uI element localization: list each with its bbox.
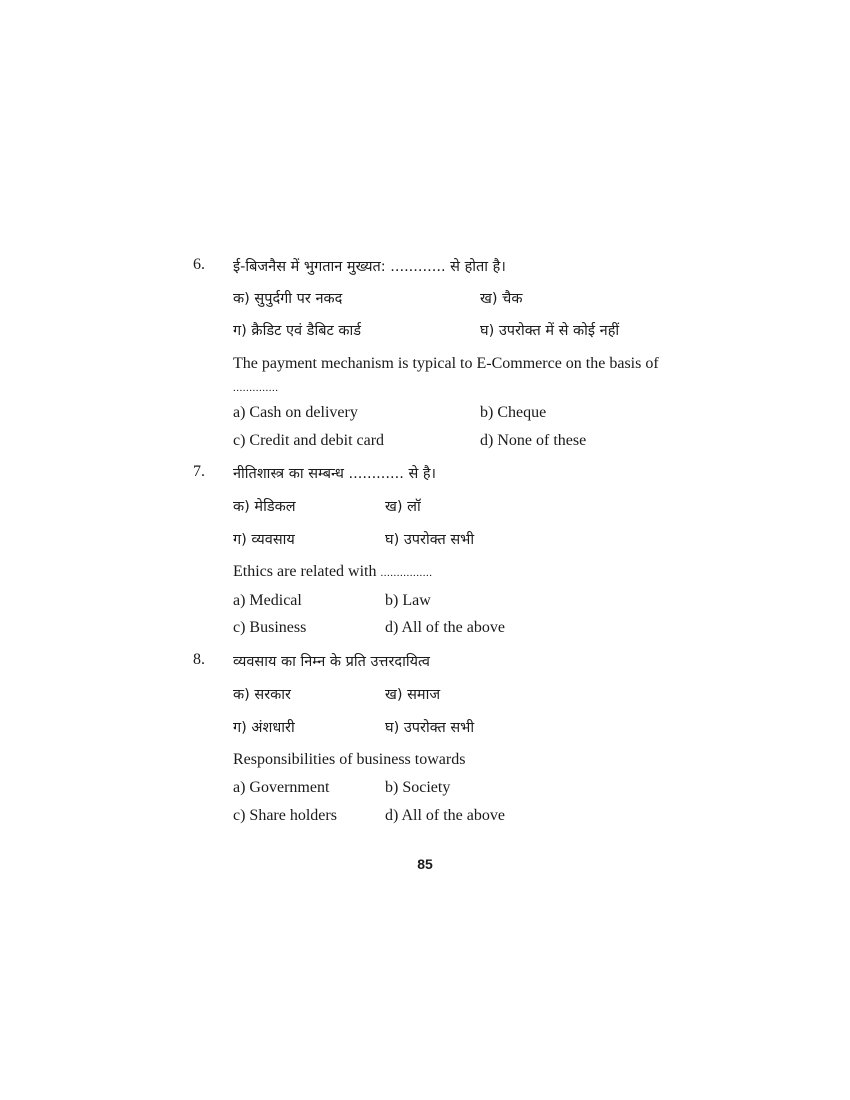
answer-blank: ................	[380, 567, 433, 579]
english-option-c: c) Business	[233, 619, 307, 636]
english-option-b: b) Law	[385, 592, 431, 609]
hindi-option-b: ख) लॉ	[385, 499, 421, 515]
english-option-c: c) Credit and debit card	[233, 432, 385, 449]
english-question-text: The payment mechanism is typical to E-Commerce on the basis of	[233, 355, 659, 372]
hindi-option-d: घ) उपरोक्त सभी	[385, 720, 475, 736]
hindi-option-a: क) सुपुर्दगी पर नकद	[233, 291, 343, 307]
hindi-option-d: घ) उपरोक्त सभी	[385, 532, 475, 548]
hindi-option-c: ग) व्यवसाय	[233, 532, 295, 548]
english-option-d: d) None of these	[480, 432, 587, 449]
english-option-a: a) Cash on delivery	[233, 404, 358, 421]
english-option-c: c) Share holders	[233, 807, 337, 824]
hindi-option-b: ख) समाज	[385, 687, 441, 703]
english-option-b: b) Society	[385, 779, 451, 796]
english-option-d: d) All of the above	[385, 619, 505, 636]
english-option-d: d) All of the above	[385, 807, 505, 824]
hindi-option-a: क) सरकार	[233, 687, 291, 703]
question-number: 7.	[193, 463, 205, 480]
english-question-text: Ethics are related with	[233, 563, 377, 580]
hindi-option-b: ख) चैक	[480, 291, 523, 307]
english-option-a: a) Medical	[233, 592, 302, 609]
answer-blank: ..............	[233, 382, 279, 394]
hindi-option-c: ग) क्रैडिट एवं डैबिट कार्ड	[233, 323, 362, 339]
english-question	[233, 563, 433, 581]
hindi-question: ई-बिजनैस में भुगतान मुख्यत: ............ से होता है।	[233, 259, 506, 275]
page-number: 85	[417, 856, 433, 872]
english-option-b: b) Cheque	[480, 404, 547, 421]
hindi-question: नीतिशास्त्र का सम्बन्ध ............ से है।	[233, 466, 437, 482]
hindi-option-a: क) मेडिकल	[233, 499, 296, 515]
hindi-option-d: घ) उपरोक्त में से कोई नहीं	[480, 323, 620, 339]
question-number: 6.	[193, 256, 205, 273]
english-option-a: a) Government	[233, 779, 330, 796]
hindi-question: व्यवसाय का निम्न के प्रति उत्तरदायित्व	[233, 654, 430, 670]
hindi-option-c: ग) अंशधारी	[233, 720, 295, 736]
english-question	[233, 352, 663, 400]
english-question: Responsibilities of business towards	[233, 751, 466, 768]
question-number: 8.	[193, 651, 205, 668]
